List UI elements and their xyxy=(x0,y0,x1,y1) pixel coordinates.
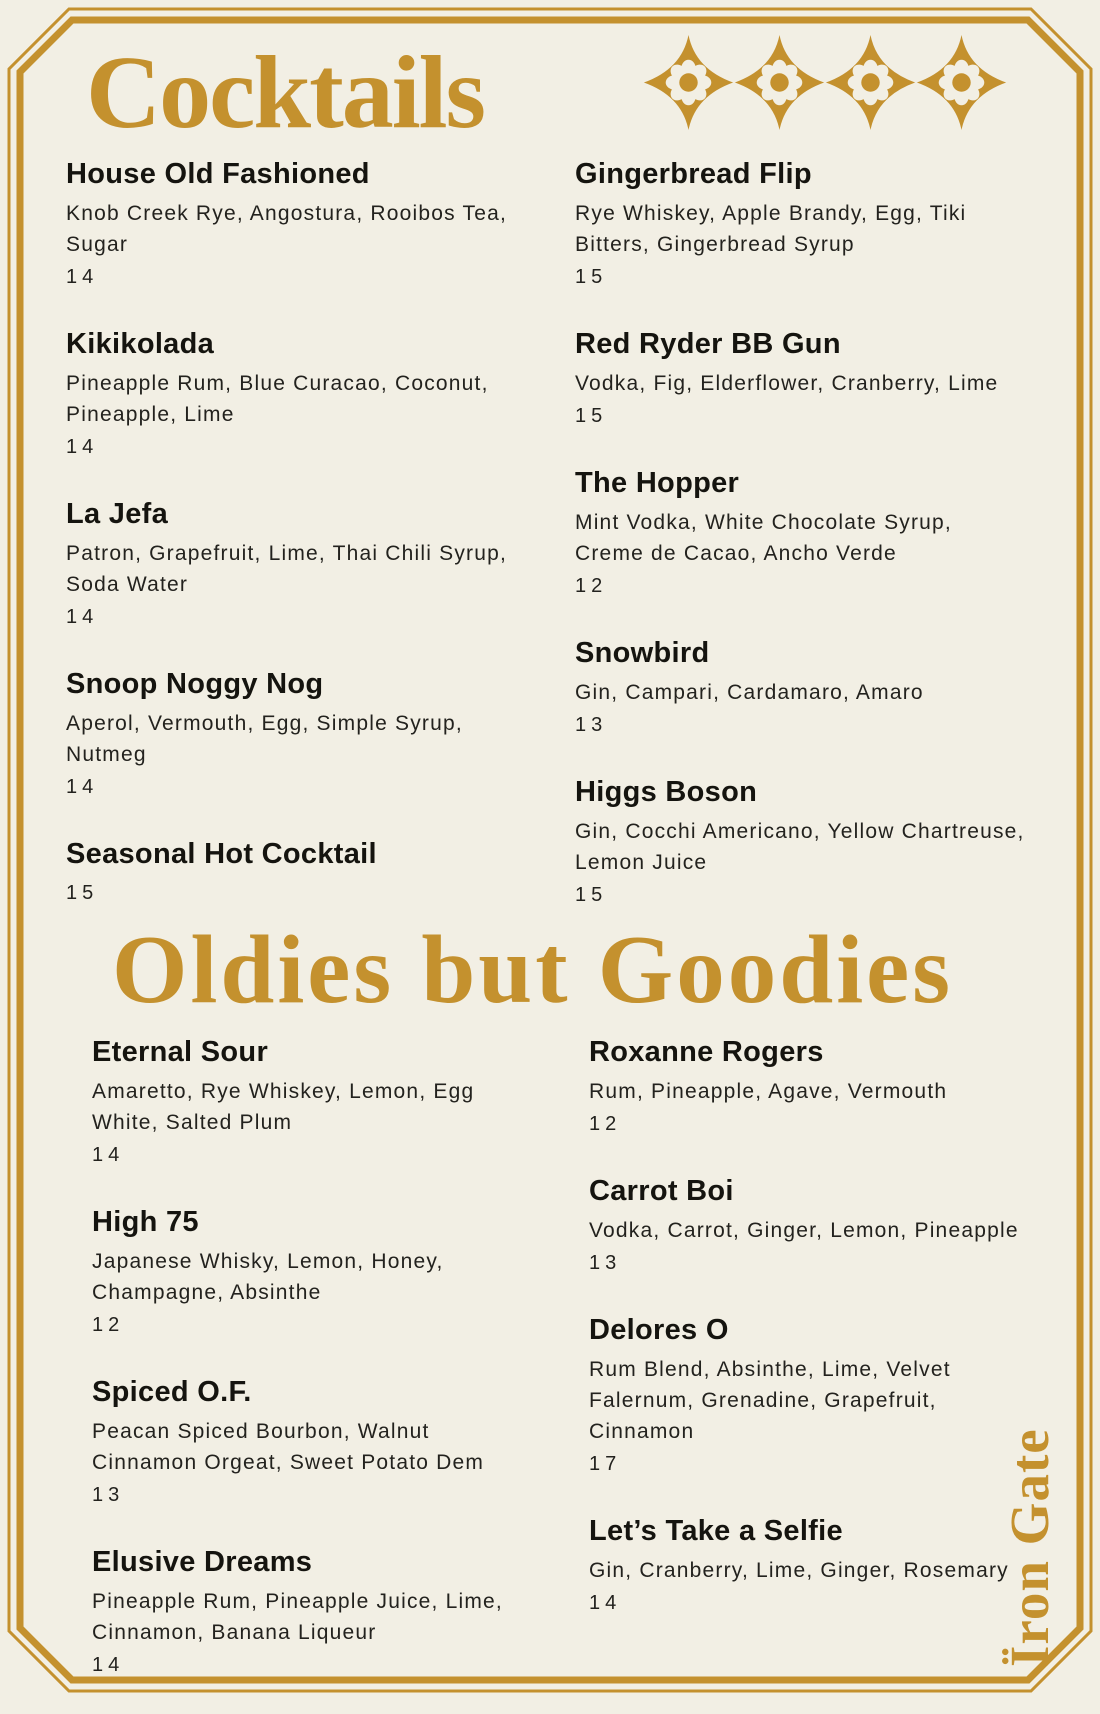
menu-item xyxy=(575,326,1025,431)
item-ingredients-line: Falernum, Grenadine, Grapefruit, xyxy=(589,1389,937,1412)
item-name: Gingerbread Flip xyxy=(575,158,812,190)
menu-item xyxy=(66,496,531,632)
item-price: 13 xyxy=(575,714,608,736)
menu-item xyxy=(66,326,531,462)
item-price: 15 xyxy=(575,405,608,427)
item-ingredients-line: Champagne, Absinthe xyxy=(92,1281,322,1304)
item-ingredients-line: Lemon Juice xyxy=(575,851,708,874)
item-ingredients-line: Gin, Cocchi Americano, Yellow Chartreuse, xyxy=(575,820,1025,843)
item-name: Spiced O.F. xyxy=(92,1376,252,1408)
item-ingredients-line: Soda Water xyxy=(66,573,189,596)
item-name: The Hopper xyxy=(575,467,740,499)
item-ingredients-line: Gin, Cranberry, Lime, Ginger, Rosemary xyxy=(589,1559,1009,1582)
item-ingredients-line: Knob Creek Rye, Angostura, Rooibos Tea, xyxy=(66,202,507,225)
menu-item xyxy=(575,465,1025,601)
menu-item xyxy=(66,156,531,292)
item-ingredients-line: Japanese Whisky, Lemon, Honey, xyxy=(92,1250,444,1273)
item-price: 12 xyxy=(92,1314,125,1336)
item-price: 13 xyxy=(589,1252,622,1274)
item-ingredients-line: Pineapple Rum, Blue Curacao, Coconut, xyxy=(66,372,489,395)
item-ingredients-line: Mint Vodka, White Chocolate Syrup, xyxy=(575,511,952,534)
item-ingredients-line: White, Salted Plum xyxy=(92,1111,293,1134)
item-ingredients-line: Patron, Grapefruit, Lime, Thai Chili Syrup, xyxy=(66,542,508,565)
section-title-cocktails: Cocktails xyxy=(86,35,484,150)
item-name: Roxanne Rogers xyxy=(589,1036,824,1068)
item-name: Seasonal Hot Cocktail xyxy=(66,838,377,870)
menu-item xyxy=(589,1513,1019,1618)
item-ingredients-line: Gin, Campari, Cardamaro, Amaro xyxy=(575,681,924,704)
item-price: 14 xyxy=(66,266,99,288)
item-price: 15 xyxy=(575,884,608,906)
item-price: 14 xyxy=(66,776,99,798)
item-price: 14 xyxy=(66,436,99,458)
item-ingredients-line: Cinnamon xyxy=(589,1420,695,1443)
item-name: Carrot Boi xyxy=(589,1175,734,1207)
item-ingredients-line: Cinnamon, Banana Liqueur xyxy=(92,1621,377,1644)
item-price: 12 xyxy=(589,1113,622,1135)
oldies-column-left xyxy=(92,1034,522,1714)
item-price: 17 xyxy=(589,1453,622,1475)
item-name: Snowbird xyxy=(575,637,710,669)
item-ingredients-line: Rum, Pineapple, Agave, Vermouth xyxy=(589,1080,948,1103)
menu-item xyxy=(92,1034,522,1170)
item-ingredients-line: Rye Whiskey, Apple Brandy, Egg, Tiki xyxy=(575,202,967,225)
item-name: Let’s Take a Selfie xyxy=(589,1515,843,1547)
item-price: 14 xyxy=(92,1654,125,1676)
menu-item xyxy=(575,774,1025,910)
item-name: Elusive Dreams xyxy=(92,1546,313,1578)
item-name: Red Ryder BB Gun xyxy=(575,328,841,360)
item-name: High 75 xyxy=(92,1206,199,1238)
item-name: Kikikolada xyxy=(66,328,215,360)
item-ingredients-line: Bitters, Gingerbread Syrup xyxy=(575,233,855,256)
item-ingredients-line: Vodka, Fig, Elderflower, Cranberry, Lime xyxy=(575,372,999,395)
item-price: 14 xyxy=(92,1144,125,1166)
menu-item xyxy=(92,1374,522,1510)
item-price: 14 xyxy=(589,1592,622,1614)
menu-item xyxy=(66,836,531,908)
menu-item xyxy=(66,666,531,802)
section-title-oldies-but-goodies: Oldies but Goodies xyxy=(112,916,953,1023)
item-ingredients-line: Amaretto, Rye Whiskey, Lemon, Egg xyxy=(92,1080,475,1103)
item-name: Snoop Noggy Nog xyxy=(66,668,324,700)
item-ingredients-line: Sugar xyxy=(66,233,129,256)
menu-item xyxy=(92,1544,522,1680)
item-price: 14 xyxy=(66,606,99,628)
iron-gate-logo: Ïron Gate xyxy=(999,1428,1060,1667)
item-ingredients-line: Vodka, Carrot, Ginger, Lemon, Pineapple xyxy=(589,1219,1019,1242)
item-name: Eternal Sour xyxy=(92,1036,269,1068)
item-price: 15 xyxy=(575,266,608,288)
item-ingredients-line: Rum Blend, Absinthe, Lime, Velvet xyxy=(589,1358,951,1381)
item-price: 13 xyxy=(92,1484,125,1506)
item-ingredients-line: Cinnamon Orgeat, Sweet Potato Dem xyxy=(92,1451,485,1474)
item-name: Delores O xyxy=(589,1314,729,1346)
cocktails-column-right xyxy=(575,156,1025,944)
item-name: Higgs Boson xyxy=(575,776,758,808)
menu-item xyxy=(575,635,1025,740)
menu-item xyxy=(575,156,1025,292)
item-ingredients-line: Creme de Cacao, Ancho Verde xyxy=(575,542,897,565)
menu-item xyxy=(589,1312,1019,1479)
oldies-column-right xyxy=(589,1034,1019,1652)
item-price: 15 xyxy=(66,882,99,904)
menu-item xyxy=(92,1204,522,1340)
item-name: House Old Fashioned xyxy=(66,158,370,190)
menu-item xyxy=(589,1173,1019,1278)
flower-ornament-row xyxy=(640,34,1012,132)
item-ingredients-line: Pineapple, Lime xyxy=(66,403,235,426)
item-ingredients-line: Aperol, Vermouth, Egg, Simple Syrup, xyxy=(66,712,463,735)
item-ingredients-line: Pineapple Rum, Pineapple Juice, Lime, xyxy=(92,1590,503,1613)
item-price: 12 xyxy=(575,575,608,597)
menu-item xyxy=(589,1034,1019,1139)
item-ingredients-line: Peacan Spiced Bourbon, Walnut xyxy=(92,1420,430,1443)
item-ingredients-line: Nutmeg xyxy=(66,743,147,766)
item-name: La Jefa xyxy=(66,498,169,530)
cocktails-column-left xyxy=(66,156,531,942)
